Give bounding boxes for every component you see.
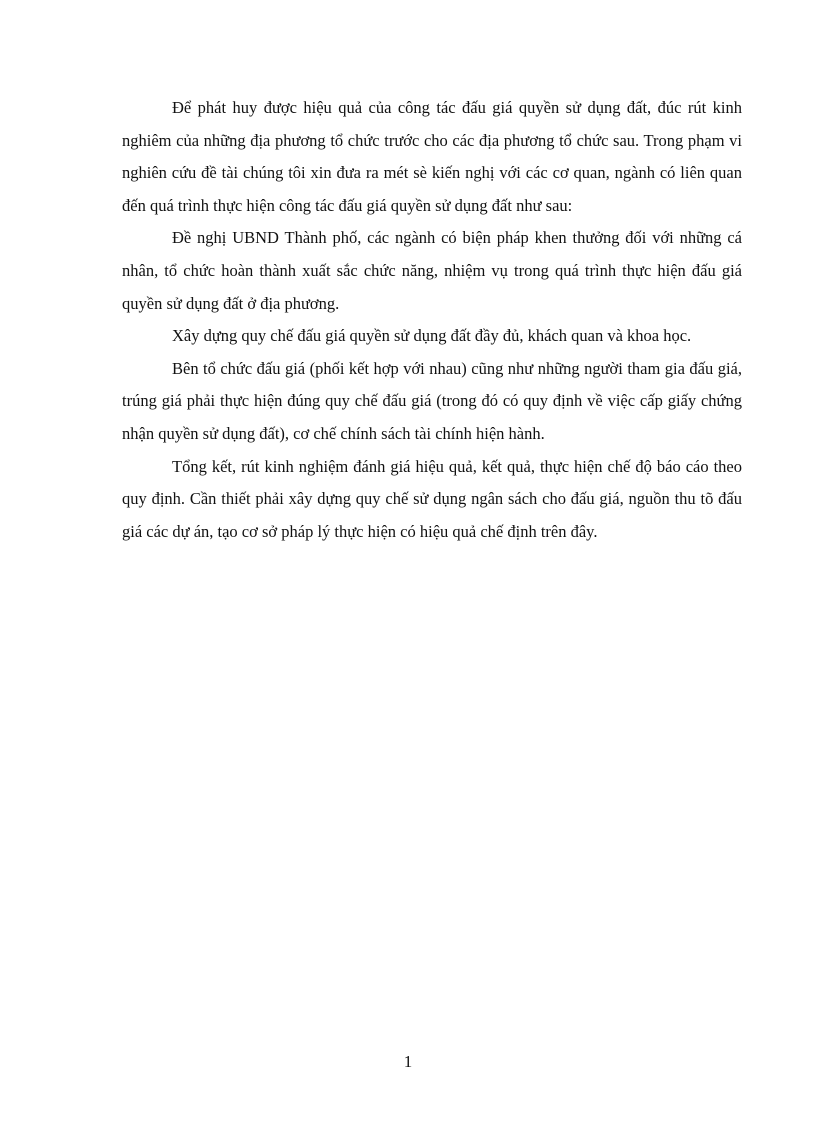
paragraph-3: Xây dựng quy chế đấu giá quyền sử dụng đất đầy đủ, khách quan và khoa học.	[172, 326, 692, 346]
document-body	[122, 92, 742, 548]
paragraph-5: Tổng kết, rút kinh nghiệm đánh giá hiệu quả, kết quả, thực hiện chế độ báo cáo theo quy định. Cần thiết phải xây dựng quy chế sử dụng ngân sách cho đấu giá, nguồn thu tõ đấu giá các dự án, tạo cơ sở pháp lý thực hiện có hiệu quả chế định trên đây.	[122, 456, 742, 541]
paragraph-1: Để phát huy được hiệu quả của công tác đấu giá quyền sử dụng đất, đúc rút kinh nghiêm của những địa phương tổ chức trước cho các địa phương tổ chức sau. Trong phạm vi nghiên cứu đề tài chúng tôi xin đưa ra mét sè kiến nghị với các cơ quan, ngành có liên quan đến quá trình thực hiện công tác đấu giá quyền sử dụng đất như sau:	[122, 98, 742, 215]
paragraph-2: Đề nghị UBND Thành phố, các ngành có biện pháp khen thưởng đối với những cá nhân, tổ chức hoàn thành xuất sắc chức năng, nhiệm vụ trong quá trình thực hiện đấu giá quyền sử dụng đất ở địa phương.	[122, 228, 742, 313]
page-number: 1	[403, 1052, 413, 1071]
paragraph-4: Bên tổ chức đấu giá (phối kết hợp với nhau) cũng như những người tham gia đấu giá, trúng giá phải thực hiện đúng quy chế đấu giá (trong đó có quy định về việc cấp giấy chứng nhận quyền sử dụng đất), cơ chế chính sách tài chính hiện hành.	[122, 358, 742, 443]
